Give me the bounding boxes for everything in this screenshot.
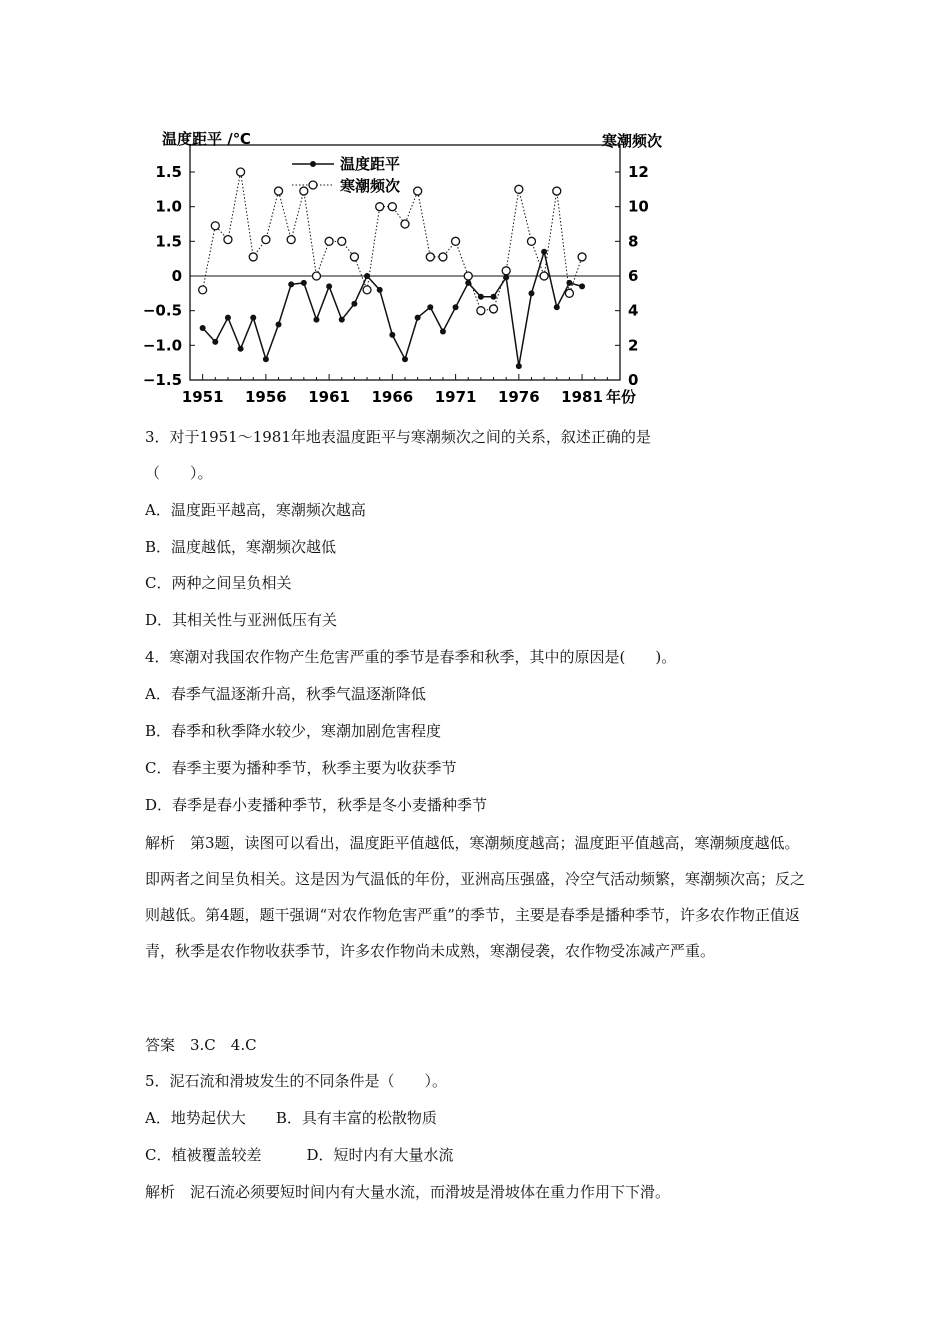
left-y-tick-label: −0.5 — [142, 301, 182, 320]
coldwave-point — [452, 237, 460, 245]
coldwave-point — [426, 253, 434, 261]
temperature-point — [339, 317, 345, 323]
q4-option-b: B．春季和秋季降水较少，寒潮加剧危害程度 — [145, 722, 442, 740]
left-y-tick-label: 1.0 — [155, 197, 182, 216]
coldwave-point — [553, 187, 561, 195]
q3-option-c: C．两种之间呈负相关 — [145, 574, 292, 592]
plot-frame — [190, 145, 620, 380]
x-tick-label: 1976 — [497, 388, 540, 406]
x-tick-label: 1966 — [371, 388, 414, 406]
coldwave-point — [287, 236, 295, 244]
temperature-point — [491, 294, 497, 300]
q4-option-d: D．春季是春小麦播种季节，秋季是冬小麦播种季节 — [145, 796, 488, 814]
temperature-point — [402, 356, 408, 362]
temperature-point — [503, 274, 509, 280]
analysis-q5: 解析 泥石流必须要短时间内有大量水流，而滑坡是滑坡体在重力作用下下滑。 — [145, 1183, 671, 1201]
legend-marker-temperature — [310, 161, 316, 167]
right-y-tick-label: 0 — [628, 371, 639, 389]
temperature-point — [579, 283, 585, 289]
coldwave-point — [249, 253, 257, 261]
coldwave-point — [262, 236, 270, 244]
q4-stem: 4．寒潮对我国农作物产生危害严重的季节是春季和秋季，其中的原因是( )。 — [145, 648, 677, 666]
legend — [292, 155, 400, 195]
temperature-point — [313, 317, 319, 323]
x-tick-label: 1961 — [308, 388, 350, 406]
temperature-point — [276, 322, 282, 328]
coldwave-point — [527, 237, 535, 245]
coldwave-point — [363, 286, 371, 294]
right-y-tick-label: 6 — [628, 267, 639, 285]
temperature-point — [541, 249, 547, 255]
right-y-tick-label: 10 — [628, 197, 649, 216]
right-y-tick-label: 4 — [628, 301, 639, 320]
q5-options-cd: C．植被覆盖较差 D．短时内有大量水流 — [145, 1146, 454, 1164]
right-y-tick-label: 2 — [628, 336, 639, 355]
left-axis-title: 温度距平 /℃ — [162, 130, 251, 148]
coldwave-point — [414, 187, 422, 195]
temperature-point — [554, 304, 560, 310]
temperature-point — [263, 356, 269, 362]
answer-q3-q4: 答案 3.C 4.C — [145, 1036, 257, 1054]
temperature-point — [250, 315, 256, 321]
temperature-coldwave-chart — [142, 122, 670, 412]
coldwave-point — [211, 222, 219, 230]
coldwave-point — [502, 267, 510, 275]
coldwave-point — [199, 286, 207, 294]
temperature-point — [377, 287, 383, 293]
temperature-point — [528, 290, 534, 296]
right-axis-title: 寒潮频次 — [601, 132, 662, 150]
coldwave-point — [401, 220, 409, 228]
right-y-tick-label: 8 — [628, 232, 639, 251]
legend-marker-coldwave — [309, 181, 317, 189]
coldwave-point — [439, 253, 447, 261]
temperature-point — [364, 273, 370, 279]
q3-option-a: A．温度距平越高，寒潮频次越高 — [145, 501, 366, 519]
x-tick-label: 1956 — [245, 388, 287, 406]
coldwave-point — [338, 237, 346, 245]
temperature-point — [212, 339, 218, 345]
x-unit-label: 年份 — [606, 388, 637, 406]
coldwave-point — [376, 203, 384, 211]
temperature-point — [566, 280, 572, 286]
temperature-point — [465, 280, 471, 286]
coldwave-point — [312, 272, 320, 280]
coldwave-point — [350, 253, 358, 261]
left-y-tick-label: 1.5 — [155, 163, 182, 181]
temperature-point — [225, 315, 231, 321]
q3-paren: （ ）。 — [145, 464, 213, 482]
coldwave-point — [464, 272, 472, 280]
right-y-tick-label: 12 — [628, 163, 649, 181]
coldwave-point — [388, 203, 396, 211]
q4-option-a: A．春季气温逐渐升高，秋季气温逐渐降低 — [145, 685, 426, 703]
legend-label-temperature: 温度距平 — [340, 155, 401, 173]
q3-stem: 3．对于1951～1981年地表温度距平与寒潮频次之间的关系，叙述正确的是 — [145, 428, 651, 446]
temperature-point — [415, 315, 421, 321]
temperature-point — [238, 346, 244, 352]
coldwave-point — [477, 307, 485, 315]
temperature-point — [301, 280, 307, 286]
coldwave-point — [578, 253, 586, 261]
q4-option-c: C．春季主要为播种季节，秋季主要为收获季节 — [145, 759, 457, 777]
left-y-tick-label: 0 — [171, 267, 182, 285]
q3-option-d: D．其相关性与亚洲低压有关 — [145, 611, 338, 629]
coldwave-point — [275, 187, 283, 195]
temperature-point — [478, 294, 484, 300]
x-tick-label: 1971 — [434, 388, 477, 406]
temperature-point — [288, 281, 294, 287]
coldwave-point — [300, 187, 308, 195]
temperature-point — [351, 301, 357, 307]
temperature-point — [200, 325, 206, 331]
temperature-line — [203, 252, 582, 366]
left-y-tick-label: 1.5 — [155, 232, 182, 251]
temperature-point — [453, 304, 459, 310]
q5-options-ab: A．地势起伏大 B．具有丰富的松散物质 — [145, 1109, 437, 1127]
coldwave-point — [490, 305, 498, 313]
coldwave-point — [325, 237, 333, 245]
x-tick-label: 1951 — [181, 388, 224, 406]
temperature-point — [516, 363, 522, 369]
legend-label-coldwave: 寒潮频次 — [340, 177, 401, 195]
x-tick-label: 1981 — [561, 388, 603, 406]
temperature-point — [389, 332, 395, 338]
coldwave-point — [515, 185, 523, 193]
q5-stem: 5．泥石流和滑坡发生的不同条件是（ ）。 — [145, 1072, 448, 1090]
q3-option-b: B．温度越低，寒潮频次越低 — [145, 538, 337, 556]
analysis-q3-q4: 解析 第3题，读图可以看出，温度距平值越低，寒潮频度越高；温度距平值越高，寒潮频度越低。即两者之间呈负相关。这是因为气温低的年份，亚洲高压强盛，冷空气活动频繁，寒潮频次高；反之则越低。第4题，题干强调“对农作物危害严重”的季节，主要是春季是播种季节，许多农作物正值返青，秋季是农作物收获季节，许多农作物尚未成熟，寒潮侵袭，农作物受冻减产严重。 — [145, 834, 806, 960]
temperature-point — [326, 283, 332, 289]
coldwave-point — [224, 236, 232, 244]
coldwave-point — [540, 272, 548, 280]
left-y-tick-label: −1.0 — [142, 336, 182, 355]
temperature-point — [440, 328, 446, 334]
coldwave-point — [237, 168, 245, 176]
left-y-tick-label: −1.5 — [142, 371, 182, 389]
temperature-point — [427, 304, 433, 310]
coldwave-point — [565, 289, 573, 297]
